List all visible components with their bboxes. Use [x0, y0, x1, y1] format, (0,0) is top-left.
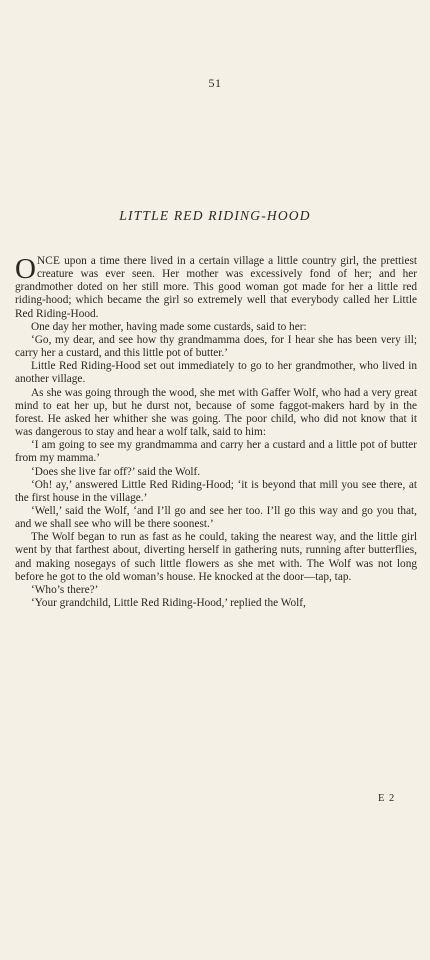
paragraph-5: As she was going through the wood, she met with Gaffer Wolf, who had a very great mind to eat her up, but he durst not, because of some faggot-makers hard by in the forest. He asked her whither she was going. The poor child, who did not know that it was dangerous to stay and hear a wolf talk, said to him:	[15, 386, 417, 439]
paragraph-9: ‘Well,’ said the Wolf, ‘and I’ll go and see her too. I’ll go this way and go you that, and we shall see who will be there soonest.’	[15, 504, 417, 531]
paragraph-6: ‘I am going to see my grandmamma and carry her a custard and a little pot of butter from my mamma.’	[15, 439, 417, 465]
paragraph-10: The Wolf began to run as fast as he could, taking the nearest way, and the little girl went by that farthest about, diverting herself in gathering nuts, running after butterflies, and making nosegays of such little flowers as she met with. The Wolf was not long before he got to the old woman’s house. He knocked at the door—tap, tap.	[15, 531, 417, 583]
printer-signature: E 2	[378, 793, 396, 804]
paragraph-4: Little Red Riding-Hood set out immediately to go to her grandmother, who lived in another village.	[15, 360, 417, 386]
paragraph-7: ‘Does she live far off?’ said the Wolf.	[31, 465, 201, 478]
drop-cap: O	[15, 253, 36, 285]
paragraph-12: ‘Your grandchild, Little Red Riding-Hood,’ replied the Wolf,	[31, 597, 306, 610]
opening-small-caps: NCE	[36, 255, 61, 267]
paragraph-1	[15, 255, 417, 321]
paragraph-8: ‘Oh! ay,’ answered Little Red Riding-Hood; ‘it is beyond that mill you see there, at the first house in the village.’	[15, 478, 417, 504]
page-number: 51	[208, 76, 222, 90]
paragraph-2: One day her mother, having made some custards, said to her:	[31, 320, 307, 333]
story-title: LITTLE RED RIDING-HOOD	[119, 208, 311, 223]
paragraph-3: ‘Go, my dear, and see how thy grandmamma does, for I hear she has been very ill; carry her a custard, and this little pot of butter.’	[15, 333, 417, 360]
paragraph-11: ‘Who’s there?’	[31, 583, 99, 596]
story-body	[15, 255, 417, 610]
paragraph-1-text: upon a time there lived in a certain village a little country girl, the prettiest creature was ever seen. Her mother was excessively fond of her; and her grandmother doted on her still more. This good woman got made for her a little red riding-hood; which became the girl so extremely well that everybody called her Little Red Riding-Hood.	[15, 255, 417, 320]
